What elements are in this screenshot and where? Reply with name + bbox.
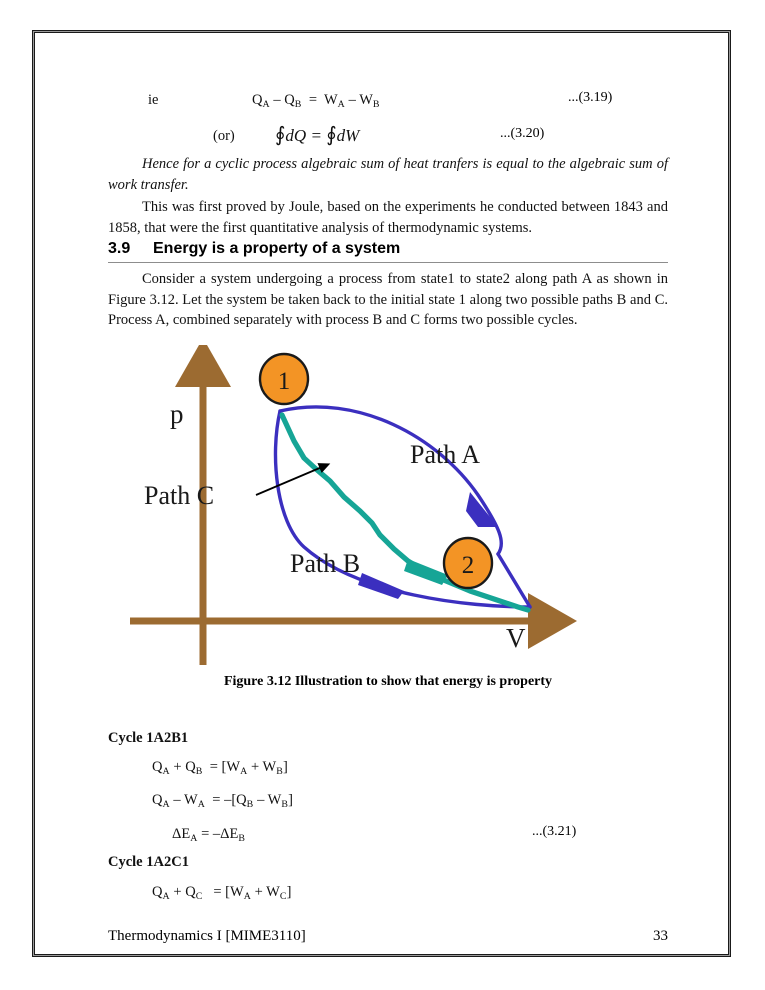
- path-c-curve: [282, 415, 528, 610]
- y-axis-label-p: p: [170, 399, 184, 429]
- cycle-1a2b1-equation-3: $\Delta E_A = -\Delta E_B$: [172, 826, 246, 844]
- path-a-tail: [498, 554, 530, 607]
- paragraph-joule: This was first proved by Joule, based on the experiments he conducted between 1843 and 1858, that were the first quantitative analysis of thermodynamic systems.: [108, 199, 668, 236]
- equation-320-number: ...(3.20): [500, 126, 545, 141]
- figure-312: [108, 345, 668, 665]
- section-title: Energy is a property of a system: [153, 240, 401, 257]
- path-b-arrowhead: [358, 573, 404, 599]
- path-a-label: Path A: [410, 440, 481, 469]
- pv-diagram-svg: [108, 345, 668, 665]
- footer-page-number: 33: [653, 928, 668, 944]
- section-number: 3.9: [108, 240, 131, 257]
- x-axis-label-v: V: [506, 623, 526, 653]
- path-c-leader-arrow: [256, 467, 322, 495]
- cycle-1a2b1-title: Cycle 1A2B1: [108, 730, 189, 746]
- path-a-curve: [280, 407, 501, 554]
- paragraph-hence: Hence for a cyclic process algebraic sum of heat tranfers is equal to the algebraic sum of work transfer.: [108, 156, 668, 193]
- section-heading: [108, 240, 668, 263]
- cycle-1a2c1-title: Cycle 1A2C1: [108, 854, 189, 870]
- state-2-marker: [444, 538, 492, 588]
- state-1-marker: [260, 354, 308, 404]
- equation-321-number: ...(3.21): [532, 824, 577, 839]
- path-b-label: Path B: [290, 549, 361, 578]
- cycle-1a2b1-equation-1: $Q_A + Q_B = [W_A + W_B]$: [152, 759, 288, 777]
- path-c-arrowhead: [404, 559, 448, 585]
- cycle-1a2b1-equation-2: $Q_A - W_A = -[Q_B - W_B]$: [152, 792, 293, 810]
- state-1-label: 1: [277, 368, 291, 395]
- equation-319-label: ie: [148, 92, 159, 108]
- footer-title: Thermodynamics I [MIME3110]: [108, 928, 306, 944]
- path-c-label: Path C: [144, 481, 215, 510]
- cycle-1a2c1-equation-1: $Q_A + Q_C = [W_A + W_C]$: [152, 884, 292, 902]
- equation-319-number: ...(3.19): [568, 90, 613, 105]
- path-a-arrowhead: [466, 492, 498, 527]
- equation-320-label: (or): [213, 128, 235, 144]
- figure-caption: Figure 3.12 Illustration to show that energy is property: [223, 674, 553, 689]
- paragraph-consider: Consider a system undergoing a process from state1 to state2 along path A as shown in Figure 3.12. Let the system be taken back to the initial state 1 along two possible paths B and C. Process A, combined separately with process B and C forms two possible cycles.: [108, 271, 668, 329]
- state-2-label: 2: [461, 552, 475, 579]
- page-footer: [108, 928, 668, 945]
- equation-319-body: $Q_A - Q_B = W_A - W_B$: [252, 92, 380, 110]
- equation-320-body: ∮dQ = ∮dW: [275, 124, 360, 146]
